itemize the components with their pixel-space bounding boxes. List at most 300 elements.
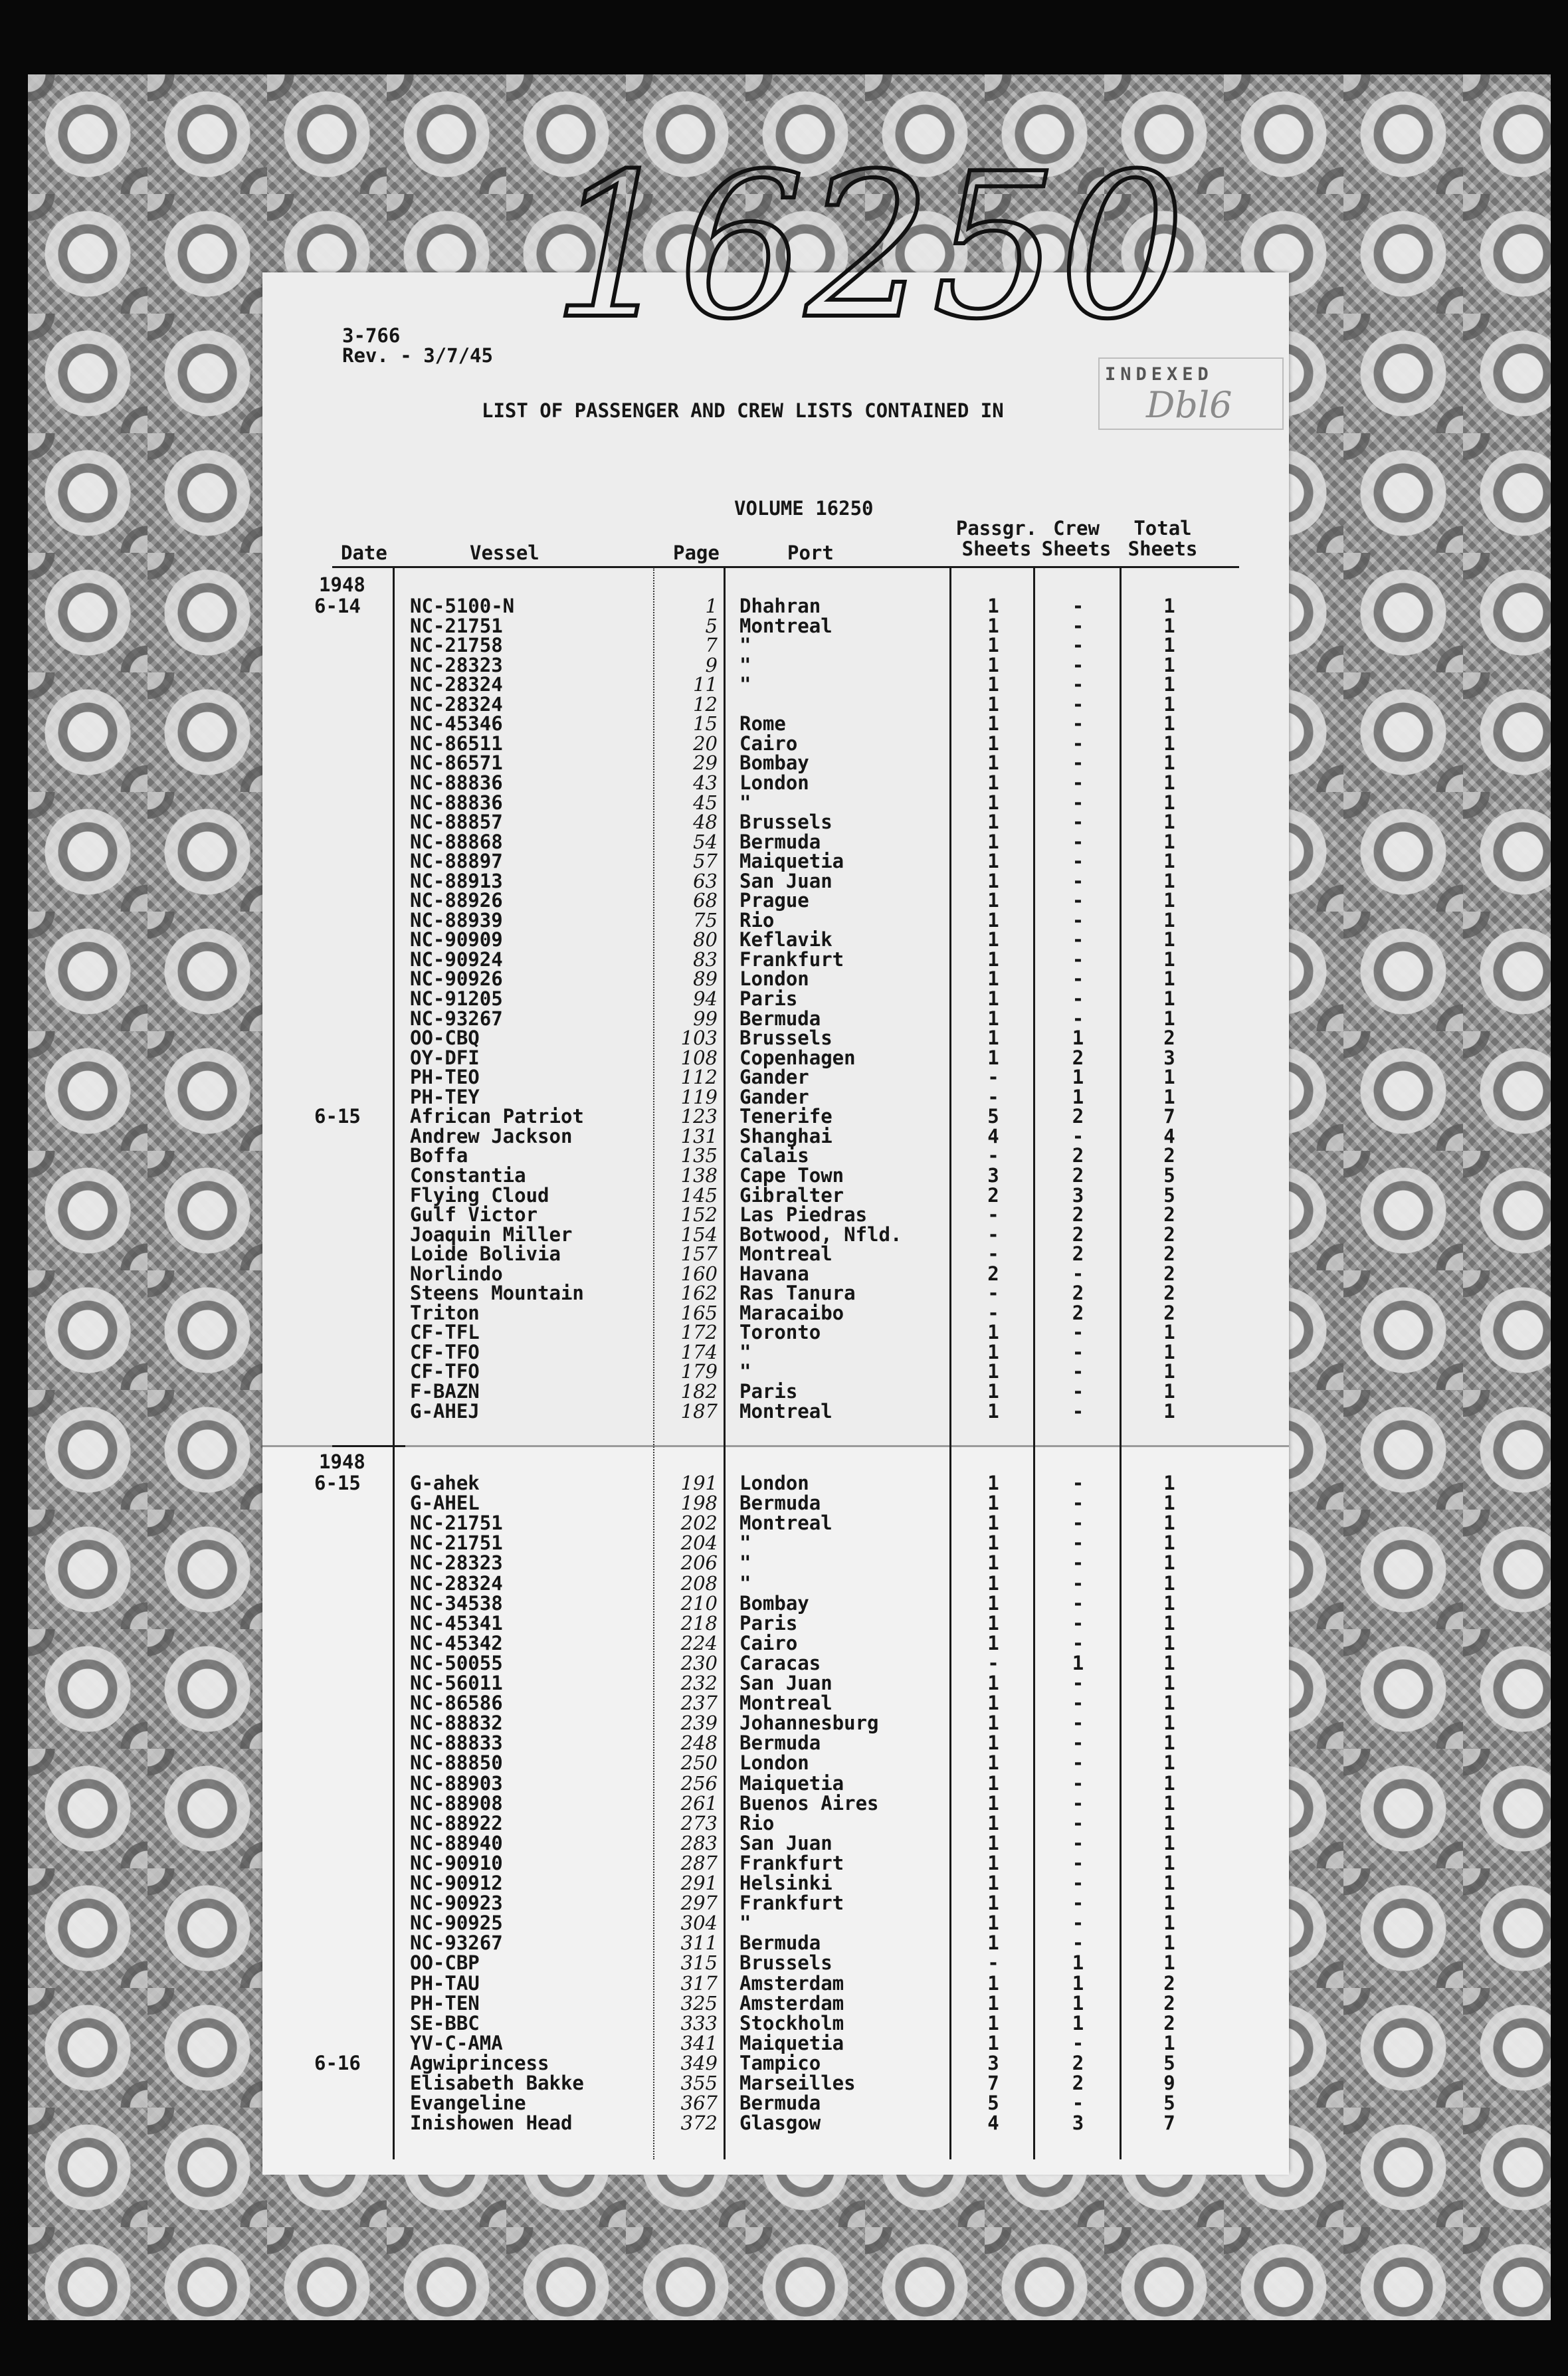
row-crew-sheets: - xyxy=(1072,1672,1084,1694)
row-passenger-sheets: 1 xyxy=(987,634,999,657)
row-port: Glasgow xyxy=(739,2112,821,2135)
row-page: 349 xyxy=(680,2051,718,2074)
row-total-sheets: 1 xyxy=(1163,771,1175,794)
row-passenger-sheets: 1 xyxy=(987,1692,999,1715)
row-port: Rio xyxy=(739,908,775,932)
row-crew-sheets: 2 xyxy=(1072,1203,1084,1227)
indexed-stamp-label: INDEXED xyxy=(1105,364,1213,385)
row-page: 204 xyxy=(680,1532,718,1555)
row-port: " xyxy=(739,791,751,814)
row-port: Bombay xyxy=(739,1591,809,1615)
row-port: Paris xyxy=(739,987,798,1010)
row-total-sheets: 1 xyxy=(1163,1672,1175,1694)
row-vessel: G-ahek xyxy=(410,1472,480,1494)
row-crew-sheets: - xyxy=(1072,2092,1084,2115)
row-vessel: Boffa xyxy=(410,1144,468,1167)
row-total-sheets: 2 xyxy=(1163,1282,1175,1305)
row-crew-sheets: - xyxy=(1072,1892,1084,1915)
row-port: " xyxy=(739,673,751,696)
row-port: Frankfurt xyxy=(739,1892,844,1915)
row-vessel: F-BAZN xyxy=(410,1380,480,1403)
row-vessel: NC-28323 xyxy=(410,1551,503,1575)
row-passenger-sheets: - xyxy=(987,1301,999,1324)
row-page: 119 xyxy=(680,1085,718,1108)
row-passenger-sheets: 1 xyxy=(987,1027,999,1050)
row-total-sheets: 3 xyxy=(1163,1046,1175,1069)
row-passenger-sheets: 7 xyxy=(987,2072,999,2094)
row-crew-sheets: - xyxy=(1072,1912,1084,1935)
row-passenger-sheets: 3 xyxy=(987,2051,999,2074)
row-crew-sheets: 2 xyxy=(1072,1301,1084,1324)
row-page: 256 xyxy=(680,1771,718,1795)
row-page: 11 xyxy=(693,673,718,696)
row-vessel: NC-28324 xyxy=(410,673,503,696)
row-crew-sheets: - xyxy=(1072,1551,1084,1575)
row-vessel: NC-88908 xyxy=(410,1791,503,1815)
row-total-sheets: 1 xyxy=(1163,1892,1175,1915)
row-page: 29 xyxy=(693,751,718,775)
revision-date: Rev. - 3/7/45 xyxy=(342,344,493,367)
row-vessel: OO-CBQ xyxy=(410,1027,480,1050)
row-page: 230 xyxy=(680,1651,718,1674)
row-passenger-sheets: - xyxy=(987,1085,999,1108)
row-passenger-sheets: 1 xyxy=(987,1971,999,1995)
row-crew-sheets: 2 xyxy=(1072,1242,1084,1266)
document-sheet xyxy=(262,272,1289,2173)
row-passenger-sheets: 1 xyxy=(987,1380,999,1403)
row-vessel: NC-88836 xyxy=(410,771,503,794)
row-port: San Juan xyxy=(739,869,833,892)
row-page: 182 xyxy=(680,1380,718,1403)
row-page: 57 xyxy=(693,850,718,873)
row-passenger-sheets: 1 xyxy=(987,1991,999,2015)
row-port: Caracas xyxy=(739,1651,821,1674)
row-total-sheets: 1 xyxy=(1163,1360,1175,1383)
row-port: " xyxy=(739,1551,751,1575)
row-total-sheets: 1 xyxy=(1163,987,1175,1010)
row-vessel: NC-45346 xyxy=(410,712,503,736)
row-passenger-sheets: 1 xyxy=(987,1732,999,1755)
row-vessel: YV-C-AMA xyxy=(410,2031,503,2054)
row-vessel: NC-86511 xyxy=(410,732,503,755)
row-page: 12 xyxy=(693,692,718,716)
row-crew-sheets: - xyxy=(1072,1340,1084,1363)
row-port: Montreal xyxy=(739,1512,833,1535)
row-total-sheets: 9 xyxy=(1163,2072,1175,2094)
row-crew-sheets: - xyxy=(1072,830,1084,853)
row-page: 232 xyxy=(680,1672,718,1694)
row-page: 202 xyxy=(680,1512,718,1535)
row-total-sheets: 1 xyxy=(1163,712,1175,736)
indexed-stamp xyxy=(1098,357,1284,430)
row-total-sheets: 2 xyxy=(1163,1301,1175,1324)
row-vessel: NC-50055 xyxy=(410,1651,503,1674)
row-vessel: NC-91205 xyxy=(410,987,503,1010)
row-vessel: Steens Mountain xyxy=(410,1282,584,1305)
row-total-sheets: 5 xyxy=(1163,2051,1175,2074)
row-total-sheets: 1 xyxy=(1163,1380,1175,1403)
row-page: 99 xyxy=(693,1007,718,1030)
row-page: 191 xyxy=(680,1472,718,1494)
row-page: 283 xyxy=(680,1831,718,1854)
row-page: 43 xyxy=(693,771,718,794)
row-total-sheets: 1 xyxy=(1163,614,1175,637)
row-passenger-sheets: 1 xyxy=(987,1007,999,1030)
row-page: 333 xyxy=(680,2011,718,2034)
row-total-sheets: 1 xyxy=(1163,634,1175,657)
row-vessel: NC-21758 xyxy=(410,634,503,657)
row-port: Shanghai xyxy=(739,1124,833,1147)
row-page: 325 xyxy=(680,1991,718,2015)
row-passenger-sheets: 1 xyxy=(987,653,999,676)
row-port: London xyxy=(739,967,809,991)
row-total-sheets: 1 xyxy=(1163,751,1175,775)
row-port: Cairo xyxy=(739,1631,798,1654)
row-crew-sheets: - xyxy=(1072,1492,1084,1515)
row-passenger-sheets: 1 xyxy=(987,987,999,1010)
row-vessel: NC-88850 xyxy=(410,1751,503,1775)
row-crew-sheets: - xyxy=(1072,1124,1084,1147)
row-vessel: NC-90926 xyxy=(410,967,503,991)
row-total-sheets: 1 xyxy=(1163,850,1175,873)
row-passenger-sheets: 1 xyxy=(987,1791,999,1815)
row-page: 5 xyxy=(705,614,718,637)
row-total-sheets: 1 xyxy=(1163,791,1175,814)
row-crew-sheets: - xyxy=(1072,1811,1084,1834)
row-total-sheets: 5 xyxy=(1163,1183,1175,1207)
row-port: " xyxy=(739,1360,751,1383)
row-total-sheets: 7 xyxy=(1163,1105,1175,1128)
row-crew-sheets: - xyxy=(1072,1872,1084,1894)
column-header-total-sheets: Total Sheets xyxy=(1127,517,1198,560)
row-port: London xyxy=(739,1472,809,1494)
row-crew-sheets: 1 xyxy=(1072,1651,1084,1674)
row-passenger-sheets: 2 xyxy=(987,1183,999,1207)
row-total-sheets: 1 xyxy=(1163,1751,1175,1775)
document-title: LIST OF PASSENGER AND CREW LISTS CONTAINED IN xyxy=(482,399,1004,422)
row-page: 145 xyxy=(680,1183,718,1207)
row-total-sheets: 1 xyxy=(1163,1321,1175,1344)
row-page: 75 xyxy=(693,908,718,932)
row-crew-sheets: - xyxy=(1072,869,1084,892)
row-vessel: NC-88939 xyxy=(410,908,503,932)
row-crew-sheets: - xyxy=(1072,1692,1084,1715)
row-port: Johannesburg xyxy=(739,1712,879,1735)
row-vessel: NC-93267 xyxy=(410,1007,503,1030)
row-crew-sheets: 2 xyxy=(1072,2072,1084,2094)
row-port: Montreal xyxy=(739,1399,833,1423)
row-passenger-sheets: 1 xyxy=(987,947,999,971)
row-page: 80 xyxy=(693,928,718,951)
row-vessel: NC-90910 xyxy=(410,1851,503,1874)
row-total-sheets: 1 xyxy=(1163,889,1175,912)
row-vessel: Gulf Victor xyxy=(410,1203,538,1227)
row-vessel: OY-DFI xyxy=(410,1046,480,1069)
column-divider-date xyxy=(393,567,395,2159)
row-page: 138 xyxy=(680,1163,718,1187)
row-port: Maracaibo xyxy=(739,1301,844,1324)
row-vessel: NC-90909 xyxy=(410,928,503,951)
section-year: 1948 xyxy=(319,573,365,596)
handwritten-volume-text: 16250 xyxy=(551,131,1186,355)
row-passenger-sheets: 1 xyxy=(987,1571,999,1595)
row-port: " xyxy=(739,1340,751,1363)
row-total-sheets: 1 xyxy=(1163,1571,1175,1595)
row-total-sheets: 2 xyxy=(1163,1144,1175,1167)
row-passenger-sheets: 1 xyxy=(987,614,999,637)
row-page: 341 xyxy=(680,2031,718,2054)
row-port: Tampico xyxy=(739,2051,821,2074)
row-date: 6-15 xyxy=(314,1105,361,1128)
row-crew-sheets: - xyxy=(1072,791,1084,814)
row-total-sheets: 1 xyxy=(1163,1692,1175,1715)
row-page: 174 xyxy=(680,1340,718,1363)
row-vessel: NC-28323 xyxy=(410,653,503,676)
row-crew-sheets: - xyxy=(1072,1931,1084,1955)
row-passenger-sheets: 5 xyxy=(987,2092,999,2115)
row-crew-sheets: 2 xyxy=(1072,1105,1084,1128)
row-crew-sheets: 1 xyxy=(1072,1971,1084,1995)
row-vessel: NC-86586 xyxy=(410,1692,503,1715)
row-crew-sheets: 1 xyxy=(1072,1066,1084,1089)
row-passenger-sheets: 1 xyxy=(987,967,999,991)
row-passenger-sheets: 1 xyxy=(987,850,999,873)
row-total-sheets: 5 xyxy=(1163,1163,1175,1187)
row-passenger-sheets: 5 xyxy=(987,1105,999,1128)
row-page: 135 xyxy=(680,1144,718,1167)
row-crew-sheets: 1 xyxy=(1072,1085,1084,1108)
row-port: Frankfurt xyxy=(739,947,844,971)
column-header-page: Page xyxy=(673,542,720,564)
row-port: Ras Tanura xyxy=(739,1282,856,1305)
row-page: 287 xyxy=(680,1851,718,1874)
row-vessel: NC-90925 xyxy=(410,1912,503,1935)
row-passenger-sheets: 1 xyxy=(987,1551,999,1575)
column-divider-crew xyxy=(1120,567,1122,2159)
row-page: 83 xyxy=(693,947,718,971)
row-vessel: NC-88833 xyxy=(410,1732,503,1755)
row-page: 94 xyxy=(693,987,718,1010)
row-total-sheets: 1 xyxy=(1163,1811,1175,1834)
row-port: London xyxy=(739,771,809,794)
row-vessel: Elisabeth Bakke xyxy=(410,2072,584,2094)
column-divider-page xyxy=(724,567,726,2159)
row-total-sheets: 1 xyxy=(1163,1831,1175,1854)
row-total-sheets: 1 xyxy=(1163,1851,1175,1874)
row-total-sheets: 1 xyxy=(1163,732,1175,755)
row-total-sheets: 1 xyxy=(1163,928,1175,951)
row-page: 160 xyxy=(680,1262,718,1285)
row-total-sheets: 2 xyxy=(1163,1991,1175,2015)
row-passenger-sheets: 1 xyxy=(987,1046,999,1069)
row-date: 6-16 xyxy=(314,2051,361,2074)
row-port: Brussels xyxy=(739,811,833,834)
row-vessel: NC-93267 xyxy=(410,1931,503,1955)
row-total-sheets: 1 xyxy=(1163,1791,1175,1815)
row-crew-sheets: - xyxy=(1072,634,1084,657)
row-port: Maiquetia xyxy=(739,2031,844,2054)
row-total-sheets: 1 xyxy=(1163,967,1175,991)
row-vessel: NC-28324 xyxy=(410,692,503,716)
row-port: Bermuda xyxy=(739,830,821,853)
row-port: Cairo xyxy=(739,732,798,755)
row-vessel: NC-28324 xyxy=(410,1571,503,1595)
row-port: Toronto xyxy=(739,1321,821,1344)
row-port: Dhahran xyxy=(739,595,821,617)
row-page: 165 xyxy=(680,1301,718,1324)
row-vessel: NC-88940 xyxy=(410,1831,503,1854)
row-passenger-sheets: 1 xyxy=(987,1771,999,1795)
row-page: 172 xyxy=(680,1321,718,1344)
row-total-sheets: 2 xyxy=(1163,1242,1175,1266)
row-page: 187 xyxy=(680,1399,718,1423)
row-vessel: G-AHEJ xyxy=(410,1399,480,1423)
row-crew-sheets: 2 xyxy=(1072,1046,1084,1069)
row-total-sheets: 2 xyxy=(1163,1971,1175,1995)
row-crew-sheets: - xyxy=(1072,712,1084,736)
row-passenger-sheets: 1 xyxy=(987,1712,999,1735)
row-vessel: NC-21751 xyxy=(410,1532,503,1555)
row-total-sheets: 1 xyxy=(1163,1066,1175,1089)
row-vessel: Loide Bolivia xyxy=(410,1242,561,1266)
row-page: 7 xyxy=(705,634,718,657)
row-passenger-sheets: - xyxy=(987,1203,999,1227)
row-passenger-sheets: 1 xyxy=(987,1851,999,1874)
row-vessel: NC-45342 xyxy=(410,1631,503,1654)
row-total-sheets: 1 xyxy=(1163,1872,1175,1894)
row-vessel: PH-TAU xyxy=(410,1971,480,1995)
row-port: " xyxy=(739,1571,751,1595)
row-passenger-sheets: 1 xyxy=(987,1912,999,1935)
row-passenger-sheets: 1 xyxy=(987,830,999,853)
row-port: Brussels xyxy=(739,1951,833,1975)
row-crew-sheets: - xyxy=(1072,928,1084,951)
row-crew-sheets: - xyxy=(1072,1380,1084,1403)
row-total-sheets: 1 xyxy=(1163,811,1175,834)
row-page: 162 xyxy=(680,1282,718,1305)
row-vessel: NC-90924 xyxy=(410,947,503,971)
row-page: 1 xyxy=(705,595,718,617)
row-vessel: Agwiprincess xyxy=(410,2051,549,2074)
row-crew-sheets: - xyxy=(1072,1399,1084,1423)
row-vessel: Triton xyxy=(410,1301,480,1324)
row-page: 68 xyxy=(693,889,718,912)
column-divider-port xyxy=(949,567,951,2159)
row-passenger-sheets: 1 xyxy=(987,869,999,892)
column-divider-vessel xyxy=(653,567,654,2159)
row-page: 317 xyxy=(680,1971,718,1995)
row-total-sheets: 1 xyxy=(1163,908,1175,932)
row-passenger-sheets: 1 xyxy=(987,1492,999,1515)
row-vessel: NC-88868 xyxy=(410,830,503,853)
row-crew-sheets: - xyxy=(1072,1771,1084,1795)
row-crew-sheets: - xyxy=(1072,692,1084,716)
row-vessel: Joaquin Miller xyxy=(410,1223,573,1246)
row-port: Rome xyxy=(739,712,786,736)
column-header-port: Port xyxy=(787,542,834,564)
row-page: 63 xyxy=(693,869,718,892)
row-passenger-sheets: 1 xyxy=(987,1672,999,1694)
row-passenger-sheets: 1 xyxy=(987,595,999,617)
row-port: Prague xyxy=(739,889,809,912)
row-total-sheets: 1 xyxy=(1163,653,1175,676)
row-crew-sheets: - xyxy=(1072,1732,1084,1755)
row-page: 355 xyxy=(680,2072,718,2094)
row-vessel: Constantia xyxy=(410,1163,526,1187)
row-vessel: NC-56011 xyxy=(410,1672,503,1694)
row-total-sheets: 1 xyxy=(1163,1340,1175,1363)
row-page: 206 xyxy=(680,1551,718,1575)
row-crew-sheets: - xyxy=(1072,771,1084,794)
row-total-sheets: 1 xyxy=(1163,1492,1175,1515)
row-passenger-sheets: 1 xyxy=(987,1831,999,1854)
row-passenger-sheets: 1 xyxy=(987,811,999,834)
row-page: 210 xyxy=(680,1591,718,1615)
row-vessel: NC-88897 xyxy=(410,850,503,873)
row-total-sheets: 1 xyxy=(1163,1512,1175,1535)
row-page: 48 xyxy=(693,811,718,834)
row-vessel: Flying Cloud xyxy=(410,1183,549,1207)
row-page: 372 xyxy=(680,2112,718,2135)
row-port: Cape Town xyxy=(739,1163,844,1187)
row-total-sheets: 1 xyxy=(1163,1611,1175,1634)
row-vessel: CF-TFO xyxy=(410,1340,480,1363)
row-port: Maiquetia xyxy=(739,850,844,873)
row-total-sheets: 1 xyxy=(1163,673,1175,696)
row-vessel: NC-88857 xyxy=(410,811,503,834)
row-passenger-sheets: - xyxy=(987,1144,999,1167)
row-page: 261 xyxy=(680,1791,718,1815)
form-number: 3-766 xyxy=(342,324,401,347)
row-page: 89 xyxy=(693,967,718,991)
row-vessel: NC-88926 xyxy=(410,889,503,912)
row-page: 154 xyxy=(680,1223,718,1246)
row-passenger-sheets: - xyxy=(987,1282,999,1305)
row-page: 152 xyxy=(680,1203,718,1227)
column-header-vessel: Vessel xyxy=(470,542,539,564)
row-crew-sheets: - xyxy=(1072,850,1084,873)
row-total-sheets: 2 xyxy=(1163,1203,1175,1227)
row-total-sheets: 2 xyxy=(1163,1223,1175,1246)
row-port: San Juan xyxy=(739,1831,833,1854)
row-vessel: CF-TFO xyxy=(410,1360,480,1383)
row-crew-sheets: - xyxy=(1072,732,1084,755)
row-passenger-sheets: - xyxy=(987,1066,999,1089)
row-port: San Juan xyxy=(739,1672,833,1694)
row-page: 112 xyxy=(680,1066,718,1089)
row-crew-sheets: - xyxy=(1072,947,1084,971)
row-page: 297 xyxy=(680,1892,718,1915)
row-port: Keflavik xyxy=(739,928,833,951)
column-header-date: Date xyxy=(341,542,387,564)
row-port: Paris xyxy=(739,1611,798,1634)
row-crew-sheets: - xyxy=(1072,1262,1084,1285)
row-crew-sheets: - xyxy=(1072,653,1084,676)
row-passenger-sheets: 2 xyxy=(987,1262,999,1285)
row-page: 224 xyxy=(680,1631,718,1654)
row-crew-sheets: - xyxy=(1072,751,1084,775)
row-port: " xyxy=(739,1912,751,1935)
row-port: Botwood, Nfld. xyxy=(739,1223,902,1246)
row-crew-sheets: - xyxy=(1072,614,1084,637)
row-crew-sheets: - xyxy=(1072,1611,1084,1634)
row-total-sheets: 1 xyxy=(1163,1771,1175,1795)
row-crew-sheets: 2 xyxy=(1072,2051,1084,2074)
row-date: 6-14 xyxy=(314,595,361,617)
row-port: Montreal xyxy=(739,614,833,637)
row-page: 273 xyxy=(680,1811,718,1834)
row-crew-sheets: - xyxy=(1072,1851,1084,1874)
